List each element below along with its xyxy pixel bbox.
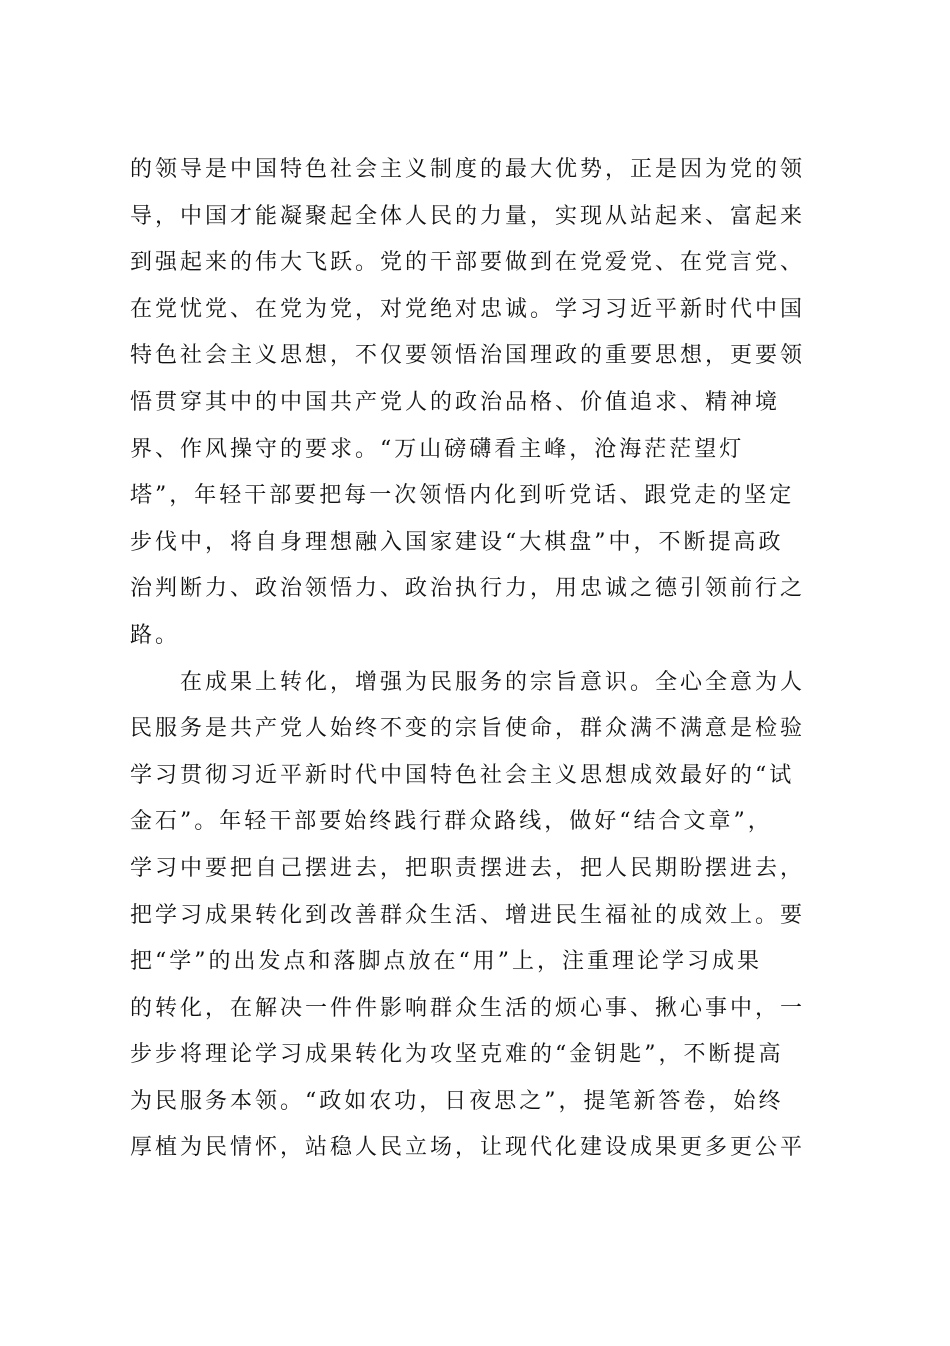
- text-line: 界、作风操守的要求。“万山磅礴看主峰，沧海茫茫望灯: [130, 436, 745, 462]
- text-line: 金石”。年轻干部要始终践行群众路线，做好“结合文章”，: [130, 809, 773, 835]
- text-line: 民服务是共产党人始终不变的宗旨使命，群众满不满意是检验: [130, 716, 806, 742]
- text-line: 的领导是中国特色社会主义制度的最大优势，正是因为党的领: [130, 157, 806, 182]
- text-line: 学习中要把自己摆进去，把职责摆进去，把人民期盼摆进去，: [130, 855, 806, 881]
- text-line: 把“学”的出发点和落脚点放在“用”上，注重理论学习成果: [130, 949, 762, 975]
- text-line: 在成果上转化，增强为民服务的宗旨意识。全心全意为人: [180, 669, 806, 695]
- text-line: 治判断力、政治领悟力、政治执行力，用忠诚之德引领前行之: [130, 576, 806, 602]
- text-line: 在党忧党、在党为党，对党绝对忠诚。学习习近平新时代中国: [130, 296, 806, 322]
- text-line: 塔”，年轻干部要把每一次领悟内化到听党话、跟党走的坚定: [130, 483, 795, 509]
- text-line: 为民服务本领。“政如农功，日夜思之”，提笔新答卷，始终: [130, 1088, 784, 1114]
- text-line: 导，中国才能凝聚起全体人民的力量，实现从站起来、富起来: [130, 203, 806, 229]
- document-body: [130, 147, 830, 1172]
- text-line: 特色社会主义思想，不仅要领悟治国理政的重要思想，更要领: [130, 343, 806, 369]
- text-line: 把学习成果转化到改善群众生活、增进民生福祉的成效上。要: [130, 902, 806, 928]
- text-line: 步步将理论学习成果转化为攻坚克难的“金钥匙”，不断提高: [130, 1042, 784, 1068]
- text-line: 悟贯穿其中的中国共产党人的政治品格、价值追求、精神境: [130, 389, 781, 415]
- text-line: 学习贯彻习近平新时代中国特色社会主义思想成效最好的“试: [130, 762, 795, 788]
- text-line: 步伐中，将自身理想融入国家建设“大棋盘”中，不断提高政: [130, 529, 784, 555]
- text-line: 到强起来的伟大飞跃。党的干部要做到在党爱党、在党言党、: [130, 250, 806, 276]
- text-line: 路。: [130, 622, 181, 648]
- paragraph-1: [130, 147, 830, 660]
- text-line: 厚植为民情怀，站稳人民立场，让现代化建设成果更多更公平: [130, 1135, 806, 1161]
- text-line: 的转化，在解决一件件影响群众生活的烦心事、揪心事中，一: [130, 995, 806, 1021]
- paragraph-2: [130, 660, 830, 1173]
